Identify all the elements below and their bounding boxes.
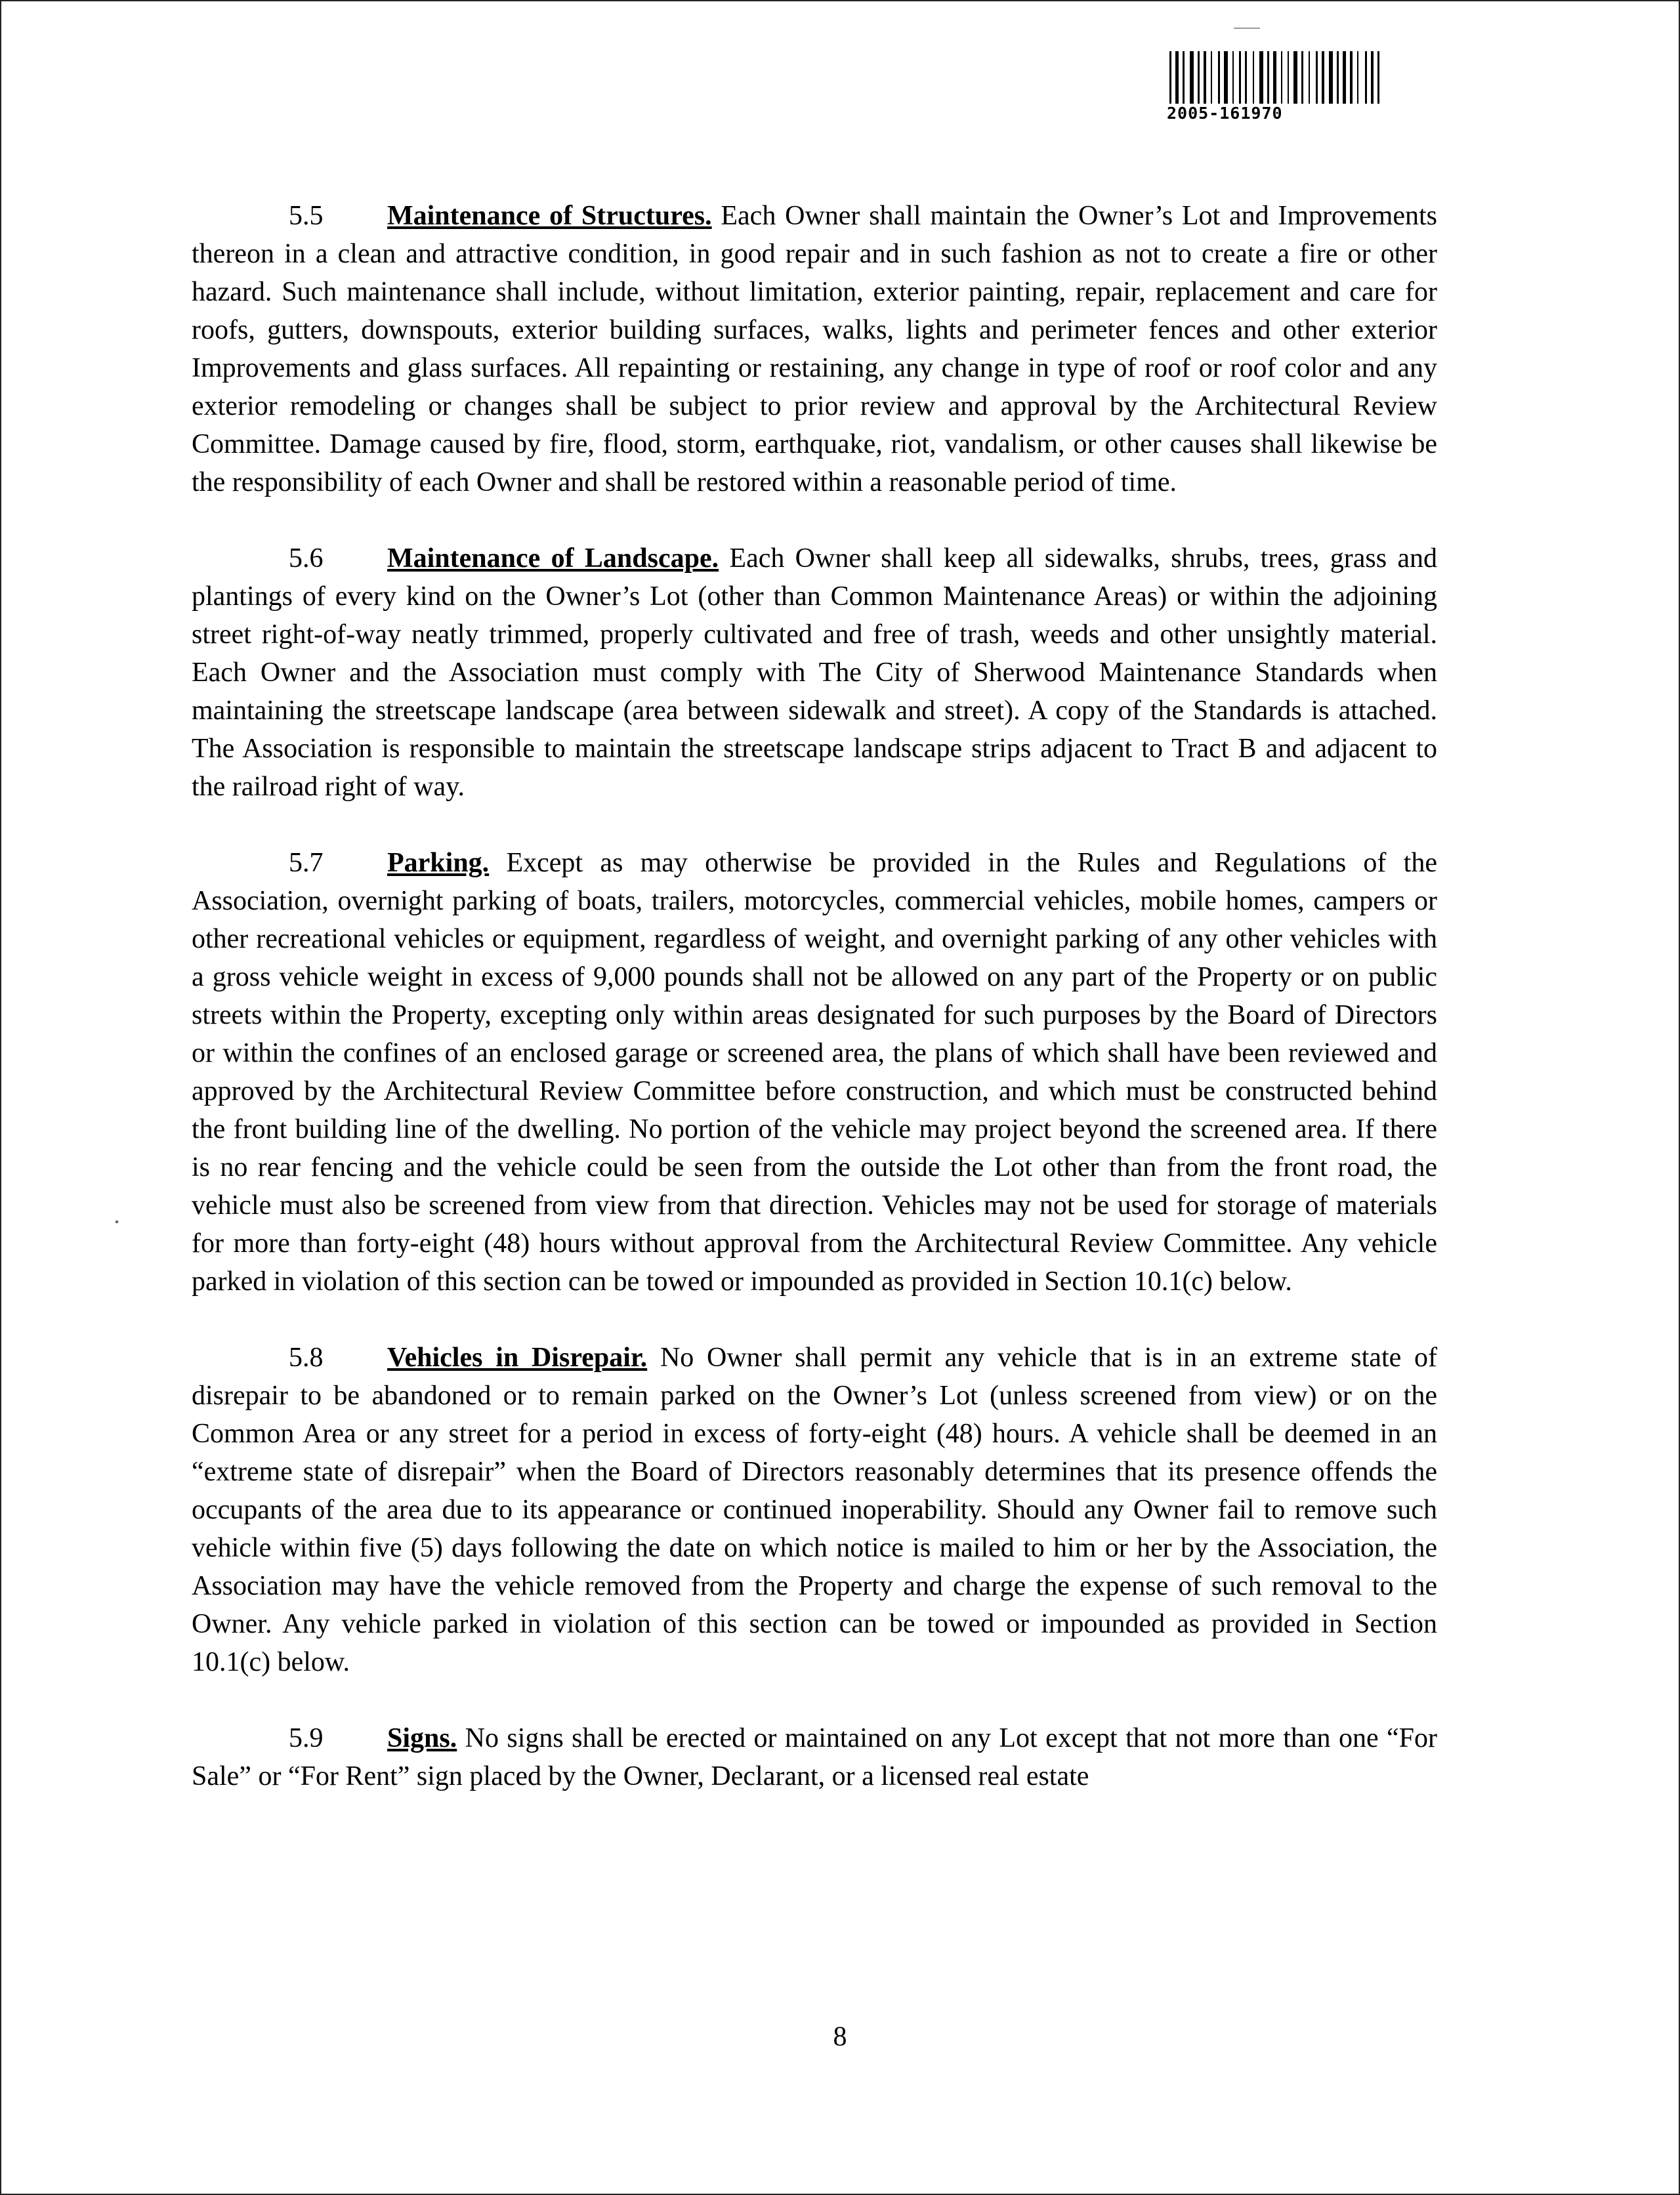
section-text: No Owner shall permit any vehicle that is in an extreme state of disrepair to be abandoned or to remain parked on the Owner’s Lot (unless screened from view) or on the Common Area or any street for a period in excess of forty-eight (48) hours. A vehicle shall be deemed in an “extreme state of disrepair” when the Board of Directors reasonably determines that its presence offends the occupants of the area due to its appearance or continued inoperability. Should any Owner fail to remove such vehicle within five (5) days following the date on which notice is mailed to him or her by the Association, the Association may have the vehicle removed from the Property and charge the expense of such removal to the Owner. Any vehicle parked in violation of this section can be towed or impounded as provided in Section 10.1(c) below.	[192, 1343, 1438, 1677]
barcode-bar	[1232, 51, 1234, 104]
barcode-bar	[1239, 51, 1241, 104]
section-heading: Maintenance of Structures.	[387, 201, 712, 231]
barcode-bar	[1371, 51, 1374, 104]
barcode-bar	[1329, 51, 1333, 104]
barcode-bar	[1293, 51, 1297, 104]
barcode-bar	[1175, 51, 1179, 104]
barcode-bar	[1224, 51, 1228, 104]
barcode-bar	[1267, 51, 1269, 104]
section-number: 5.7	[289, 848, 324, 878]
barcode-bar	[1337, 51, 1339, 104]
barcode-bar	[1273, 51, 1276, 104]
barcode-bar	[1357, 51, 1358, 104]
barcode-bar	[1281, 51, 1282, 104]
section-heading: Parking.	[387, 848, 490, 878]
barcode-bar	[1211, 51, 1212, 104]
section-text: Each Owner shall maintain the Owner’s Lot and Improvements thereon in a clean and attractive condition, in good repair and in such fashion as not to create a fire or other hazard. Such maintenance shall include, without limitation, exterior painting, repair, replacement and care for roofs, gutters, downspouts, exterior building surfaces, walks, lights and perimeter fences and other exterior Improvements and glass surfaces. All repainting or restaining, any change in type of roof or roof color and any exterior remodeling or changes shall be subject to prior review and approval by the Architectural Review Committee. Damage caused by fire, flood, storm, earthquake, riot, vandalism, or other causes shall likewise be the responsibility of each Owner and shall be restored within a reasonable period of time.	[192, 201, 1437, 497]
section-heading: Vehicles in Disrepair.	[387, 1343, 648, 1373]
section-number: 5.8	[289, 1343, 324, 1373]
barcode-bar	[1301, 51, 1303, 104]
section-5-5	[192, 197, 1437, 501]
barcode-bar	[1288, 51, 1289, 104]
barcode-bar	[1190, 51, 1194, 104]
section-text: Each Owner shall keep all sidewalks, shrubs, trees, grass and plantings of every kind on the Owner’s Lot (other than Common Maintenance Areas) or within the adjoining street right-of-way neatly trimmed, properly cultivated and free of trash, weeds and other unsightly material. Each Owner and the Association must comply with The City of Sherwood Maintenance Standards when maintaining the streetscape landscape (area between sidewalk and street). A copy of the Standards is attached. The Association is responsible to maintain the streetscape landscape strips adjacent to Tract B and adjacent to the railroad right of way.	[192, 543, 1438, 802]
section-heading: Signs.	[387, 1723, 457, 1753]
section-5-8	[192, 1339, 1437, 1681]
barcode-number: 2005-161970	[1167, 104, 1283, 123]
section-5-9	[192, 1719, 1437, 1795]
barcode-bar	[1316, 51, 1318, 104]
barcode-bars	[1167, 51, 1469, 104]
barcode-bar	[1218, 51, 1220, 104]
section-text: No signs shall be erected or maintained on any Lot except that not more than one “For Sale” or “For Rent” sign placed by the Owner, Declarant, or a licensed real estate	[192, 1723, 1437, 1791]
barcode-bar	[1309, 51, 1310, 104]
section-number: 5.5	[289, 201, 324, 231]
section-text: Except as may otherwise be provided in the Rules and Regulations of the Association, overnight parking of boats, trailers, motorcycles, commercial vehicles, mobile homes, campers or other recreational vehicles or equipment, regardless of weight, and overnight parking of any other vehicles with a gross vehicle weight in excess of 9,000 pounds shall not be allowed on any part of the Property or on public streets within the Property, excepting only within areas designated for such purposes by the Board of Directors or within the confines of an enclosed garage or screened area, the plans of which shall have been reviewed and approved by the Architectural Review Committee before construction, and which must be constructed behind the front building line of the dwelling. No portion of the vehicle may project beyond the screened area. If there is no rear fencing and the vehicle could be seen from the outside the Lot other than from the front road, the vehicle must also be screened from view from that direction. Vehicles may not be used for storage of materials for more than forty-eight (48) hours without approval from the Architectural Review Committee. Any vehicle parked in violation of this section can be towed or impounded as provided in Section 10.1(c) below.	[192, 848, 1437, 1297]
barcode	[1167, 51, 1469, 123]
barcode-bar	[1253, 51, 1254, 104]
section-5-6	[192, 539, 1437, 806]
barcode-bar	[1259, 51, 1263, 104]
barcode-bar	[1343, 51, 1346, 104]
scan-mark	[1234, 28, 1260, 29]
section-number: 5.6	[289, 543, 324, 574]
barcode-bar	[1322, 51, 1324, 104]
page-number: 8	[833, 2022, 847, 2052]
barcode-bar	[1377, 51, 1379, 104]
barcode-bar	[1169, 51, 1171, 104]
barcode-bar	[1350, 51, 1353, 104]
document-body	[192, 197, 1437, 1833]
section-5-7	[192, 844, 1437, 1301]
barcode-bar	[1245, 51, 1247, 104]
barcode-bar	[1183, 51, 1185, 104]
barcode-bar	[1365, 51, 1367, 104]
section-heading: Maintenance of Landscape.	[387, 543, 719, 574]
scan-speck	[116, 1221, 118, 1223]
barcode-bar	[1198, 51, 1200, 104]
section-number: 5.9	[289, 1723, 324, 1753]
barcode-bar	[1204, 51, 1206, 104]
